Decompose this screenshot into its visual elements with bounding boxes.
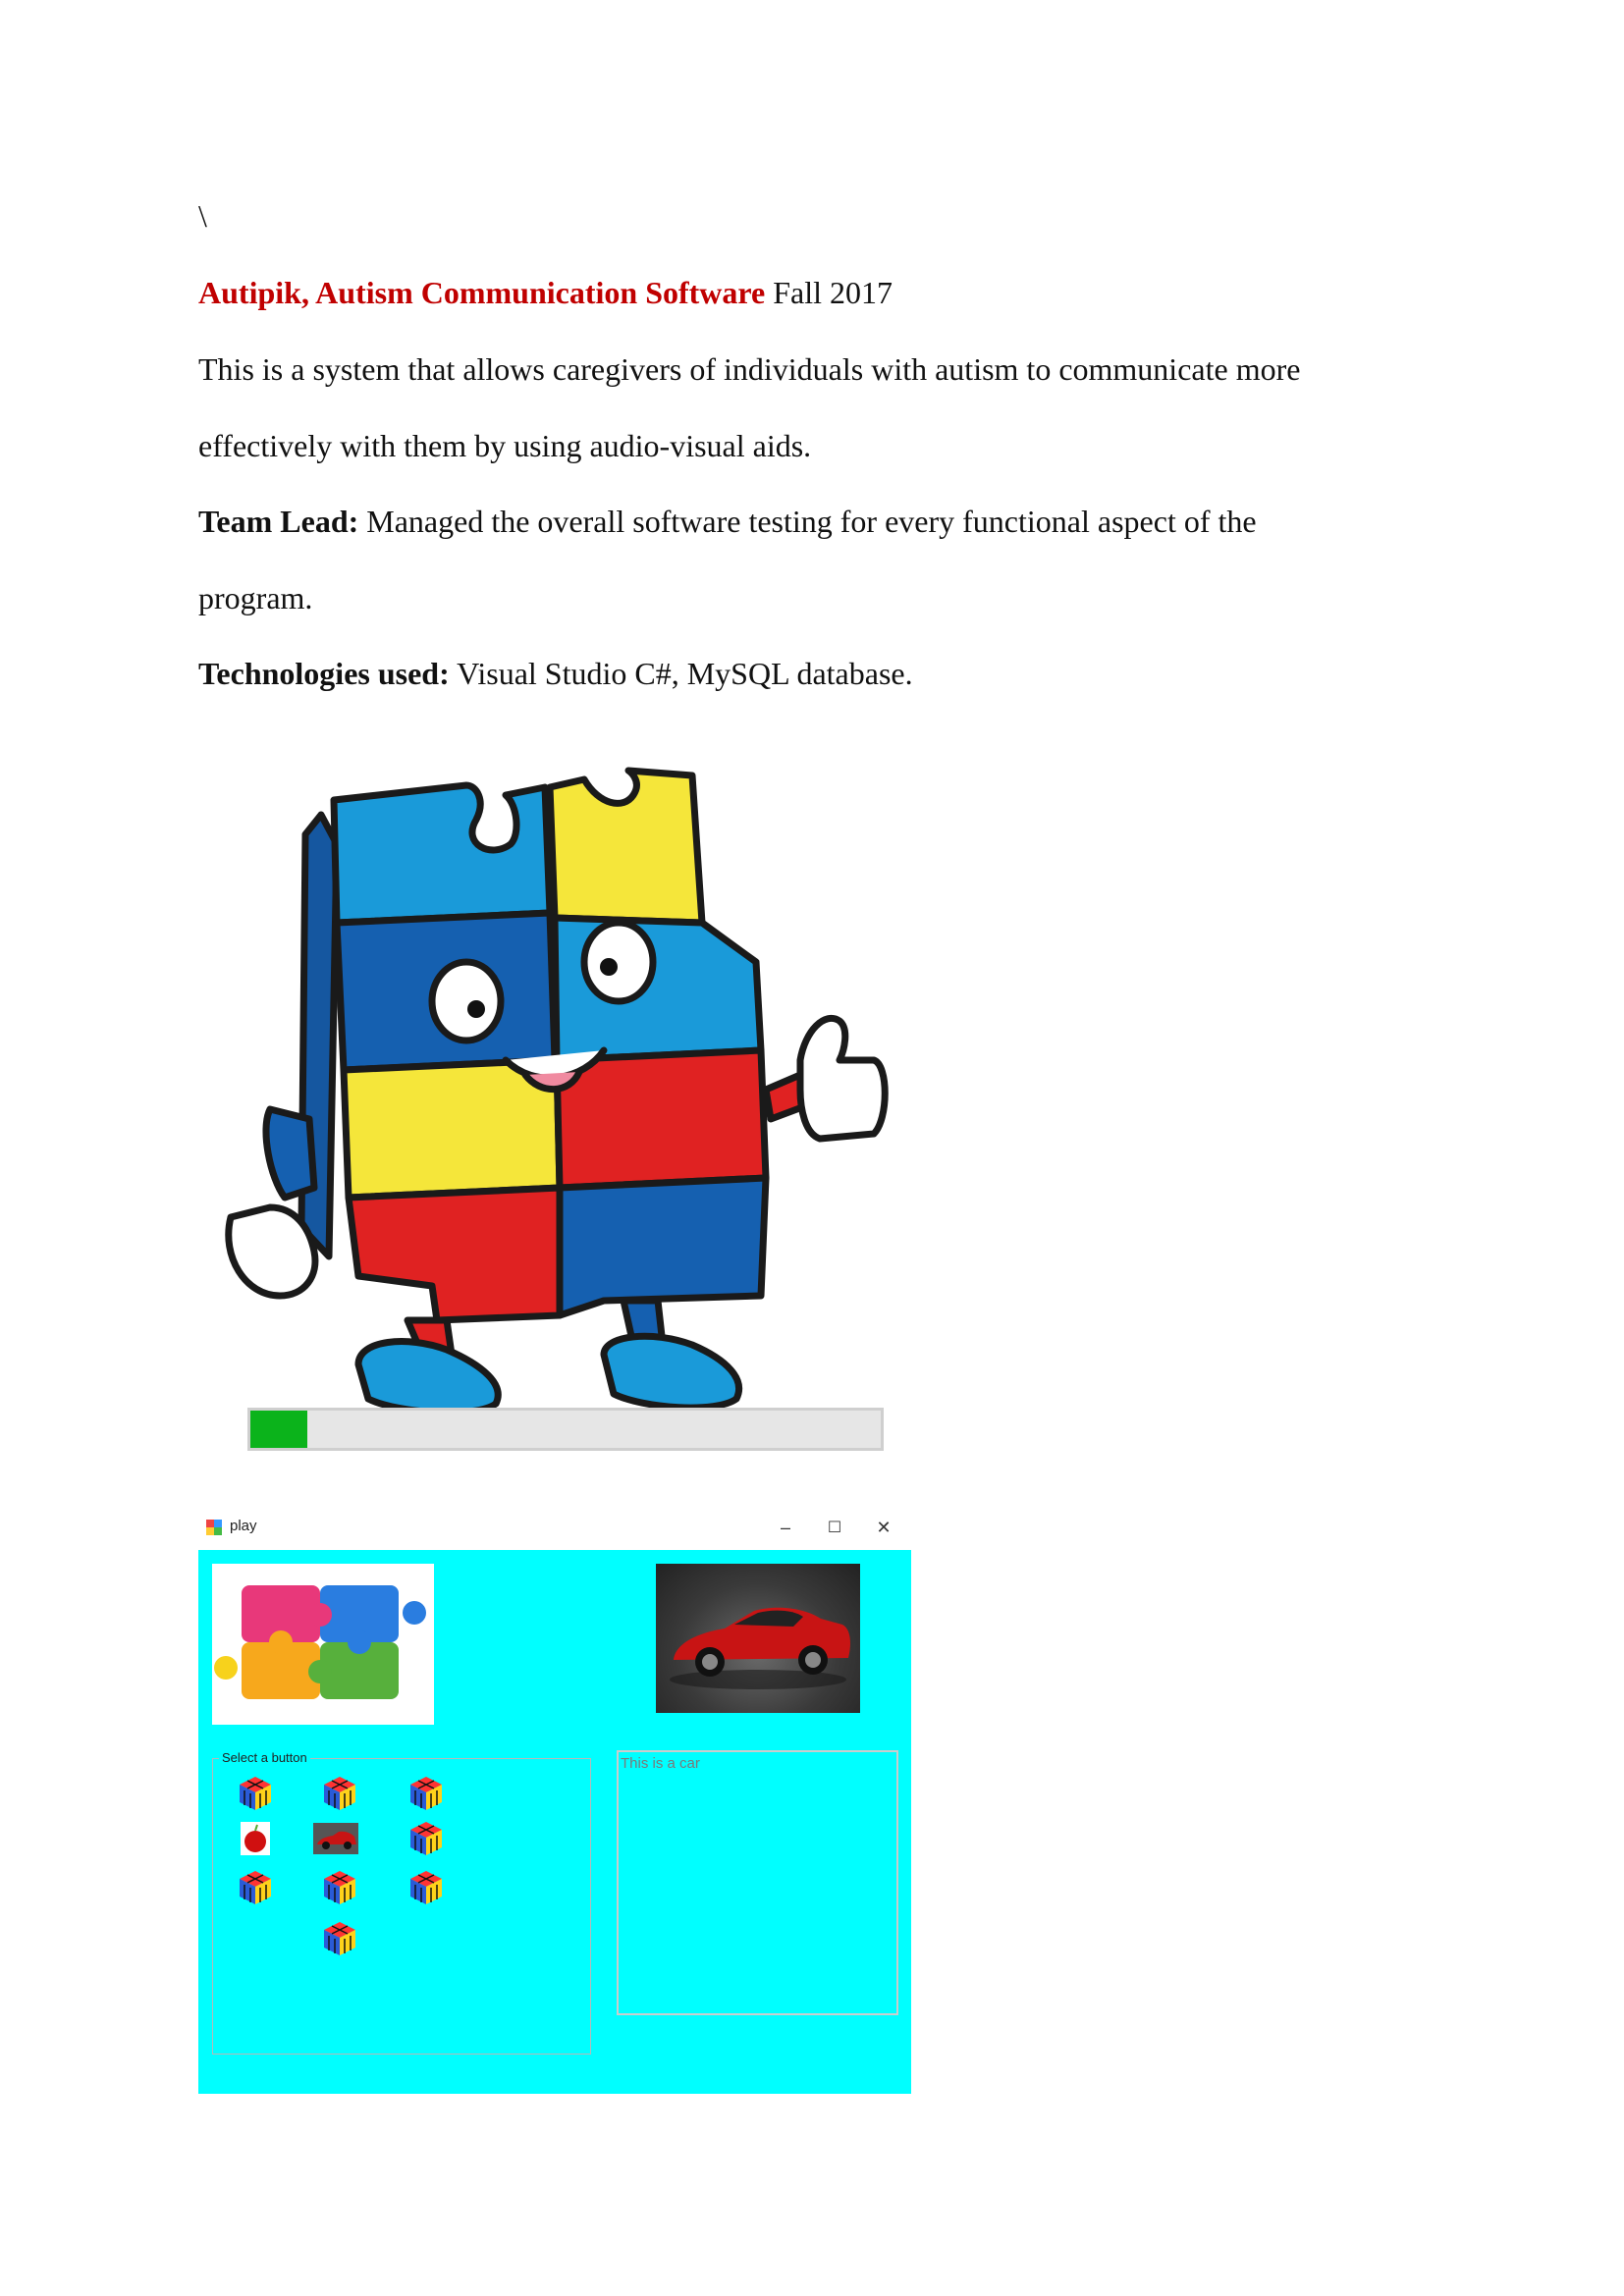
project-heading [198, 273, 893, 312]
stray-backslash: \ [198, 198, 207, 234]
picture-button-2[interactable] [315, 1771, 364, 1820]
description-line-2: effectively with them by using audio-visual aids. [198, 428, 812, 463]
team-lead-label: Team Lead: [198, 504, 359, 539]
minimize-button[interactable]: – [780, 1517, 790, 1537]
rubiks-cube-icon [321, 1920, 358, 1962]
rubiks-cube-icon [407, 1869, 445, 1911]
rubiks-cube-icon [321, 1869, 358, 1911]
picture-button-4[interactable] [231, 1816, 280, 1865]
team-lead-line [198, 502, 1257, 541]
technologies-text: Visual Studio C#, MySQL database. [449, 656, 913, 691]
puzzle-mascot-illustration [211, 766, 898, 1414]
picture-button-5[interactable] [311, 1816, 360, 1865]
car-icon [313, 1823, 358, 1859]
technologies-line [198, 654, 913, 693]
red-car-photo [656, 1564, 860, 1713]
window-title: play [230, 1518, 257, 1534]
maximize-button[interactable]: ☐ [827, 1520, 842, 1536]
apple-icon [241, 1822, 270, 1860]
description-line-1: This is a system that allows caregivers of individuals with autism to communicate more [198, 351, 1301, 387]
picture-button-6[interactable] [402, 1816, 451, 1865]
project-date: Fall 2017 [765, 275, 893, 310]
progress-fill [250, 1411, 307, 1448]
output-text-box[interactable]: This is a car [617, 1750, 898, 2015]
picture-button-8[interactable] [315, 1865, 364, 1914]
rubiks-cube-icon [407, 1820, 445, 1862]
team-lead-line-2: program. [198, 580, 313, 615]
window-titlebar[interactable] [198, 1507, 911, 1550]
rubiks-cube-icon [237, 1775, 274, 1817]
group-box-label: Select a button [219, 1750, 310, 1765]
alphabet-puzzle-logo [212, 1564, 434, 1725]
rubiks-cube-icon [321, 1775, 358, 1817]
picture-button-3[interactable] [402, 1771, 451, 1820]
picture-button-10[interactable] [315, 1916, 364, 1965]
rubiks-cube-icon [407, 1775, 445, 1817]
app-icon [206, 1520, 222, 1535]
window-client-area [198, 1550, 911, 2094]
button-group-box [212, 1750, 591, 2055]
play-window [198, 1507, 911, 2094]
close-button[interactable]: ✕ [876, 1517, 892, 1537]
picture-button-9[interactable] [402, 1865, 451, 1914]
picture-button-1[interactable] [231, 1771, 280, 1820]
project-title: Autipik, Autism Communication Software [198, 275, 766, 310]
loading-progress-bar [247, 1408, 884, 1451]
rubiks-cube-icon [237, 1869, 274, 1911]
team-lead-text: Managed the overall software testing for every functional aspect of the [358, 504, 1257, 539]
picture-button-7[interactable] [231, 1865, 280, 1914]
technologies-label: Technologies used: [198, 656, 450, 691]
